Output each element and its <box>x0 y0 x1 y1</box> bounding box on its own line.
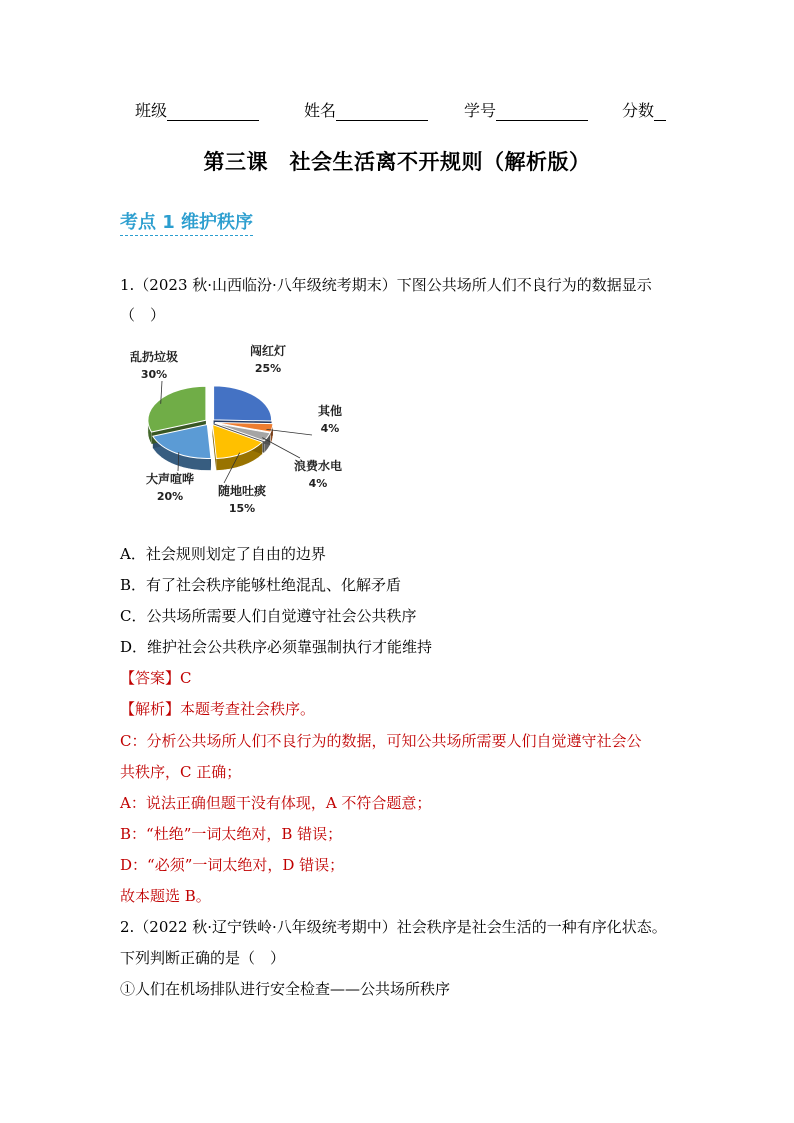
answer-value: C <box>180 669 192 687</box>
q1-answer <box>120 667 192 688</box>
score-blank[interactable] <box>654 104 666 121</box>
q1-option-a: A．社会规则划定了自由的边界 <box>120 545 326 563</box>
class-label: 班级 <box>135 101 168 120</box>
q2-stem-line2: 下列判断正确的是（ ） <box>120 949 286 967</box>
id-label: 学号 <box>464 101 497 120</box>
behavior-pie-chart <box>120 335 380 525</box>
pie-value-label: 25% <box>254 362 282 375</box>
student-info-header <box>0 98 794 122</box>
pie-value-label: 15% <box>228 502 256 515</box>
name-blank[interactable] <box>336 104 428 121</box>
id-field <box>464 98 588 121</box>
q1-stem-line1: 1.（2023 秋·山西临汾·八年级统考期末）下图公共场所人们不良行为的数据显示 <box>120 276 652 294</box>
pie-label-其他 <box>318 403 342 435</box>
score-label: 分数 <box>622 101 655 120</box>
q1-option-b: B．有了社会秩序能够杜绝混乱、化解矛盾 <box>120 576 402 594</box>
q2-item-1: ①人们在机场排队进行安全检查——公共场所秩序 <box>120 980 451 998</box>
q1-option-d: D．维护社会公共秩序必须靠强制执行才能维持 <box>120 638 433 656</box>
pie-label-乱扔垃圾 <box>130 349 178 381</box>
q1-stem-line2: （ ） <box>120 306 166 324</box>
pie-value-label: 4% <box>320 422 340 435</box>
pie-slice-闯红灯 <box>214 386 272 421</box>
pie-category-label: 其他 <box>317 404 343 418</box>
analysis-line: 共秩序，C 正确； <box>120 763 242 781</box>
q1-option-c: C．公共场所需要人们自觉遵守社会公共秩序 <box>120 607 417 625</box>
q2-stem-line1: 2.（2022 秋·辽宁铁岭·八年级统考期中）社会秩序是社会生活的一种有序化状态。 <box>120 918 667 936</box>
name-field <box>304 98 428 121</box>
pie-value-label: 30% <box>140 368 168 381</box>
class-field <box>135 98 259 121</box>
analysis-line: D：“必须”一词太绝对，D 错误； <box>120 856 345 874</box>
name-label: 姓名 <box>304 101 337 120</box>
id-blank[interactable] <box>496 104 588 121</box>
pie-category-label: 大声喧哗 <box>145 472 195 486</box>
score-field <box>622 98 666 121</box>
class-blank[interactable] <box>167 104 259 121</box>
pie-label-浪费水电 <box>294 458 342 490</box>
answer-tag: 【答案】 <box>120 669 181 687</box>
q1-analysis-intro <box>120 698 315 719</box>
pie-value-label: 20% <box>156 490 184 503</box>
pie-leader-line <box>266 429 312 435</box>
pie-category-label: 浪费水电 <box>293 459 343 473</box>
pie-label-随地吐痰 <box>218 483 266 515</box>
pie-label-闯红灯 <box>250 343 286 375</box>
analysis-line: A：说法正确但题干没有体现，A 不符合题意； <box>120 794 432 812</box>
analysis-line: 故本题选 B。 <box>120 887 211 905</box>
analysis-line: B：“杜绝”一词太绝对，B 错误； <box>120 825 343 843</box>
pie-value-label: 4% <box>308 477 328 490</box>
analysis-line: C：分析公共场所人们不良行为的数据，可知公共场所需要人们自觉遵守社会公 <box>120 732 642 750</box>
pie-category-label: 随地吐痰 <box>217 484 267 498</box>
section-heading: 考点 1 维护秩序 <box>120 208 253 236</box>
analysis-tag: 【解析】 <box>120 700 181 718</box>
pie-category-label: 乱扔垃圾 <box>129 350 179 364</box>
pie-category-label: 闯红灯 <box>249 344 287 358</box>
pie-label-大声喧哗 <box>146 471 194 503</box>
analysis-intro: 本题考查社会秩序。 <box>180 700 316 718</box>
page-title: 第三课 社会生活离不开规则（解析版） <box>203 150 591 174</box>
